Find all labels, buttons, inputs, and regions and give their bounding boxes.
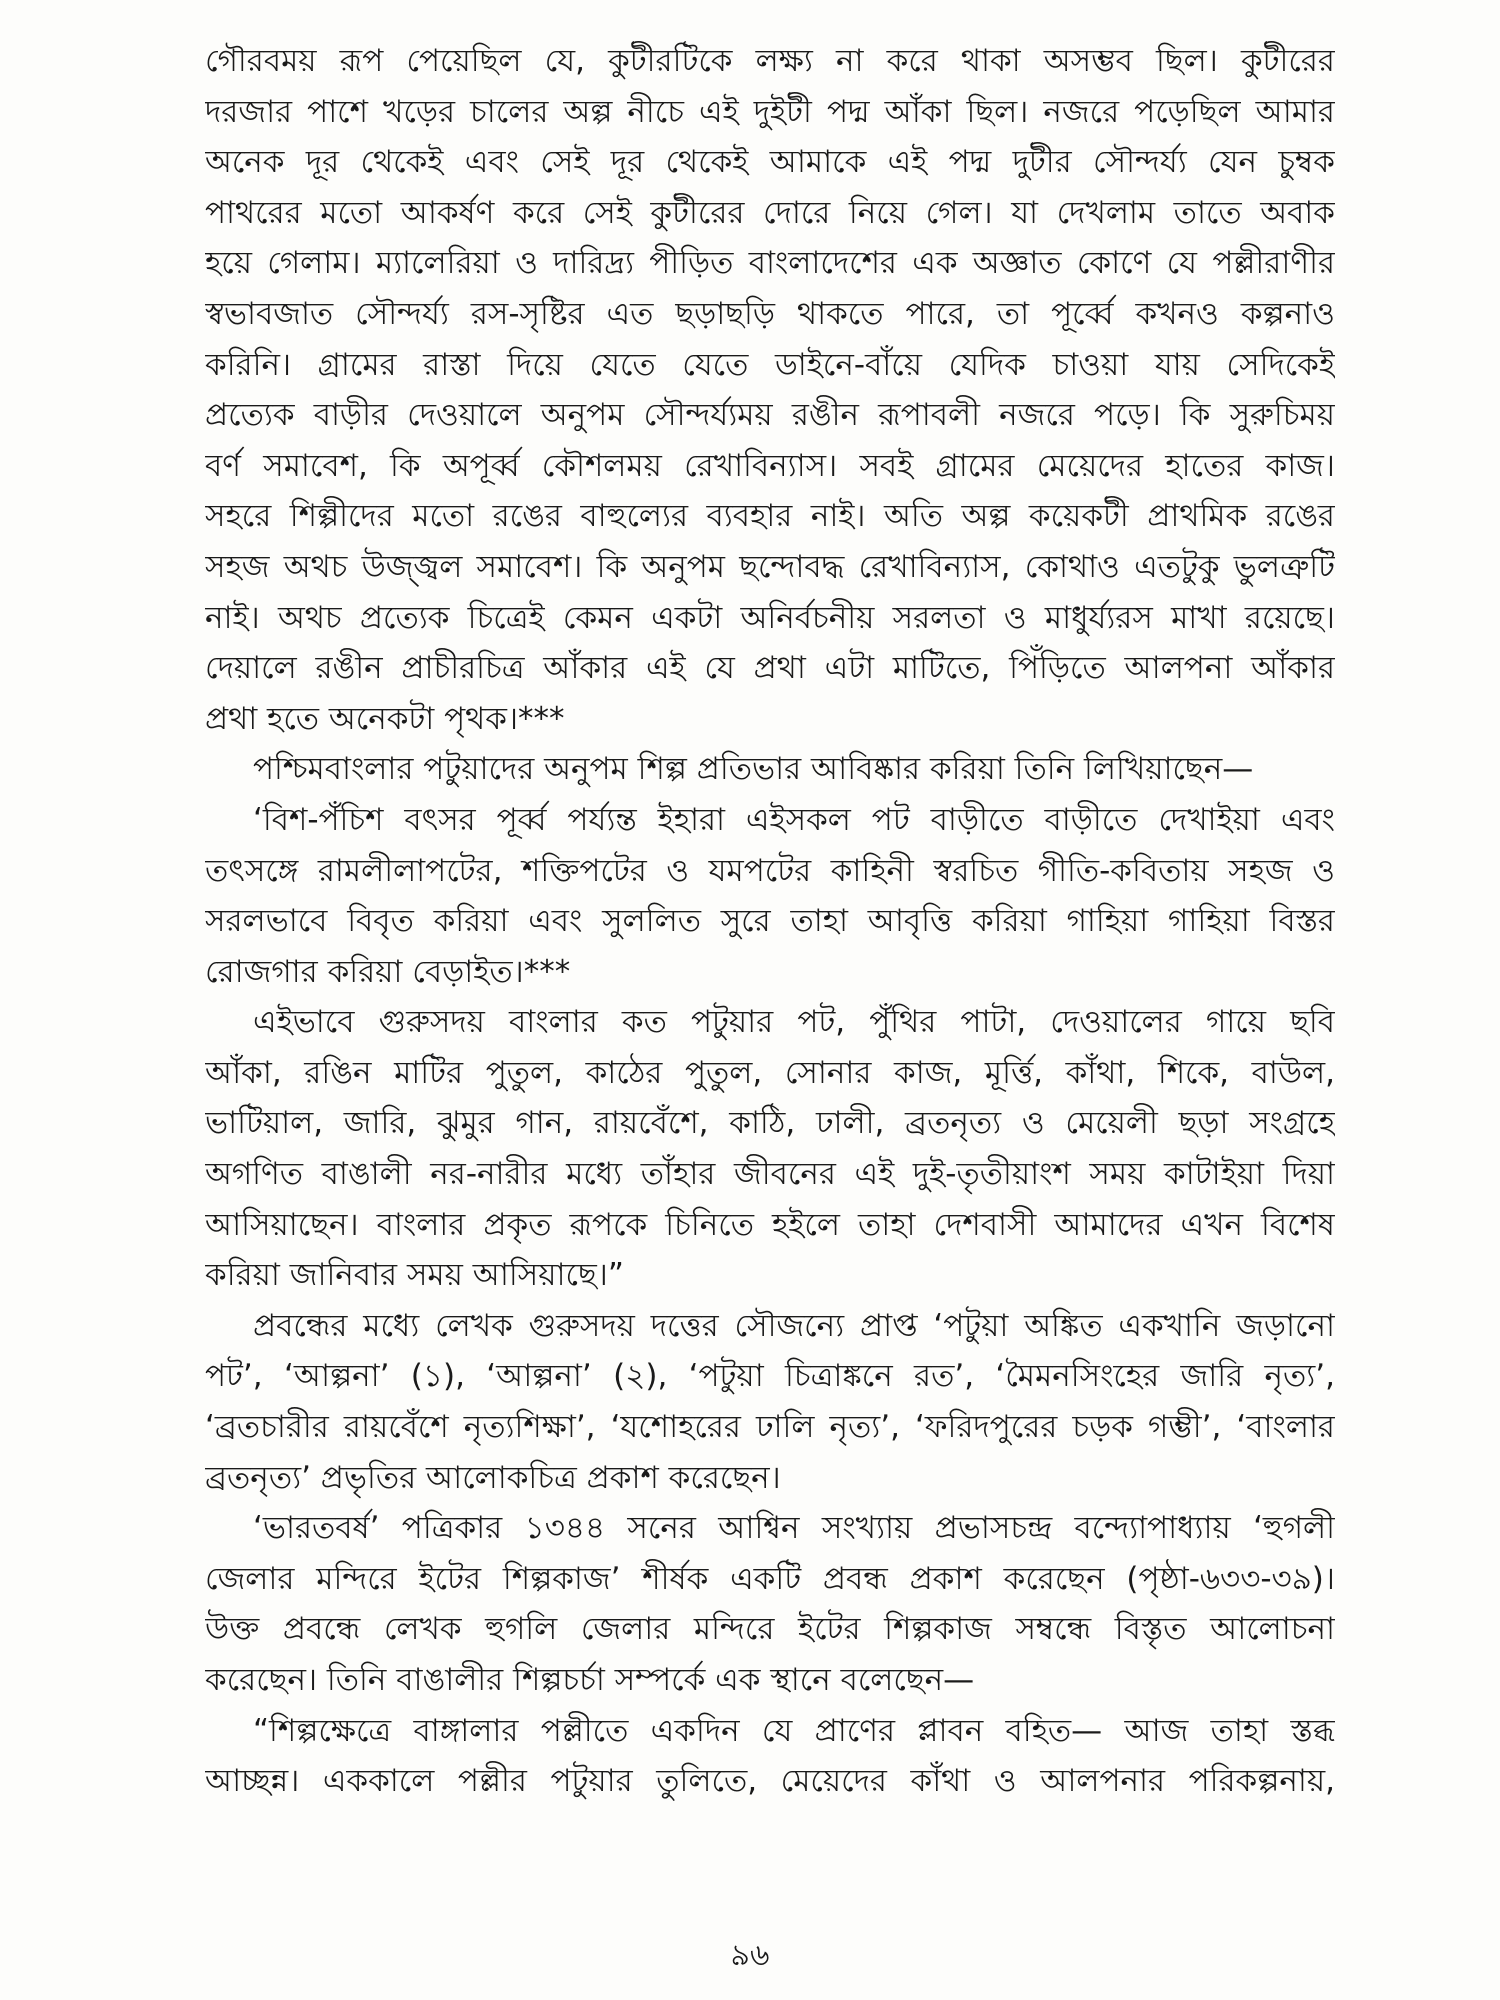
- text-line: স্বভাবজাত সৌন্দর্য্য রস-সৃষ্টির এত ছড়াছড়ি থাকতে পারে, তা পূর্ব্বে কখনও কল্পনাও: [205, 295, 1335, 332]
- paragraph: [205, 36, 1335, 744]
- text-line: ‘ভারতবর্ষ’ পত্রিকার ১৩৪৪ সনের আশ্বিন সংখ্যায় প্রভাসচন্দ্র বন্দ্যোপাধ্যায় ‘হুগলী: [253, 1510, 1335, 1547]
- text-line: দরজার পাশে খড়ের চালের অল্প নীচে এই দুইটী পদ্ম আঁকা ছিল। নজরে পড়েছিল আমার: [205, 93, 1335, 130]
- text-line: রোজগার করিয়া বেড়াইত।***: [205, 953, 571, 990]
- paragraph: [205, 1503, 1335, 1705]
- text-line: অনেক দূর থেকেই এবং সেই দূর থেকেই আমাকে এই পদ্ম দুটীর সৌন্দর্য্য যেন চুম্বক: [205, 144, 1335, 181]
- text-line: করিনি। গ্রামের রাস্তা দিয়ে যেতে যেতে ডাইনে-বাঁয়ে যেদিক চাওয়া যায় সেদিকেই: [205, 346, 1335, 383]
- text-line: আঁকা, রঙিন মাটির পুতুল, কাঠের পুতুল, সোনার কাজ, মূর্ত্তি, কাঁথা, শিকে, বাউল,: [205, 1054, 1335, 1091]
- paragraph: [205, 1301, 1335, 1503]
- text-line: নাই। অথচ প্রত্যেক চিত্রেই কেমন একটা অনির্বচনীয় সরলতা ও মাধুর্য্যরস মাখা রয়েছে।: [205, 599, 1335, 636]
- text-line: আসিয়াছেন। বাংলার প্রকৃত রূপকে চিনিতে হইলে তাহা দেশবাসী আমাদের এখন বিশেষ: [205, 1206, 1335, 1243]
- text-line: প্রত্যেক বাড়ীর দেওয়ালে অনুপম সৌন্দর্য্যময় রঙীন রূপাবলী নজরে পড়ে। কি সুরুচিময়: [205, 397, 1335, 434]
- text-line: পাথরের মতো আকর্ষণ করে সেই কুটীরের দোরে নিয়ে গেল। যা দেখলাম তাতে অবাক: [205, 194, 1335, 231]
- text-line: পট’, ‘আল্পনা’ (১), ‘আল্পনা’ (২), ‘পটুয়া চিত্রাঙ্কনে রত’, ‘মৈমনসিংহের জারি নৃত্য’,: [205, 1358, 1335, 1395]
- paragraph: [205, 1706, 1335, 1807]
- page-number: ৯৬: [730, 1938, 770, 1973]
- text-line: ‘ব্রতচারীর রায়বেঁশে নৃত্যশিক্ষা’, ‘যশোহরের ঢালি নৃত্য’, ‘ফরিদপুরের চড়ক গম্ভী’, ‘বাংলার: [205, 1409, 1335, 1446]
- text-line: জেলার মন্দিরে ইটের শিল্পকাজ’ শীর্ষক একটি প্রবন্ধ প্রকাশ করেছেন (পৃষ্ঠা-৬৩৩-৩৯)।: [205, 1560, 1335, 1597]
- text-line: এইভাবে গুরুসদয় বাংলার কত পটুয়ার পট, পুঁথির পাটা, দেওয়ালের গায়ে ছবি: [253, 1004, 1335, 1041]
- text-line: বর্ণ সমাবেশ, কি অপূর্ব্ব কৌশলময় রেখাবিন্যাস। সবই গ্রামের মেয়েদের হাতের কাজ।: [205, 447, 1335, 484]
- text-line: দেয়ালে রঙীন প্রাচীরচিত্র আঁকার এই যে প্রথা এটা মাটিতে, পিঁড়িতে আলপনা আঁকার: [205, 650, 1335, 687]
- text-line: সরলভাবে বিবৃত করিয়া এবং সুললিত সুরে তাহা আবৃত্তি করিয়া গাহিয়া গাহিয়া বিস্তর: [205, 903, 1335, 940]
- text-line: “শিল্পক্ষেত্রে বাঙ্গালার পল্লীতে একদিন যে প্রাণের প্লাবন বহিত— আজ তাহা স্তব্ধ: [253, 1712, 1335, 1749]
- text-line: করিয়া জানিবার সময় আসিয়াছে।”: [205, 1257, 624, 1294]
- text-line: আচ্ছন্ন। এককালে পল্লীর পটুয়ার তুলিতে, মেয়েদের কাঁথা ও আলপনার পরিকল্পনায়,: [205, 1763, 1335, 1800]
- text-line: তৎসঙ্গে রামলীলাপটের, শক্তিপটের ও যমপটের কাহিনী স্বরচিত গীতি-কবিতায় সহজ ও: [205, 852, 1335, 889]
- paragraph: [205, 744, 1335, 795]
- text-line: করেছেন। তিনি বাঙালীর শিল্পচর্চা সম্পর্কে এক স্থানে বলেছেন—: [205, 1662, 975, 1698]
- text-line: পশ্চিমবাংলার পটুয়াদের অনুপম শিল্প প্রতিভার আবিষ্কার করিয়া তিনি লিখিয়াছেন—: [253, 751, 1254, 788]
- text-line: সহজ অথচ উজ্জ্বল সমাবেশ। কি অনুপম ছন্দোবদ্ধ রেখাবিন্যাস, কোথাও এতটুকু ভুলত্রুটি: [205, 548, 1335, 585]
- text-line: প্রথা হতে অনেকটা পৃথক।***: [205, 700, 565, 737]
- paragraph: [205, 997, 1335, 1301]
- text-line: সহরে শিল্পীদের মতো রঙের বাহুল্যের ব্যবহার নাই। অতি অল্প কয়েকটী প্রাথমিক রঙের: [205, 498, 1335, 535]
- text-line: গৌরবময় রূপ পেয়েছিল যে, কুটীরটিকে লক্ষ্য না করে থাকা অসম্ভব ছিল। কুটীরের: [205, 43, 1335, 79]
- body-text: [205, 36, 1335, 1807]
- text-line: ‘বিশ-পঁচিশ বৎসর পূর্ব্ব পর্য্যন্ত ইহারা এইসকল পট বাড়ীতে বাড়ীতে দেখাইয়া এবং: [253, 801, 1335, 838]
- text-line: প্রবন্ধের মধ্যে লেখক গুরুসদয় দত্তের সৌজন্যে প্রাপ্ত ‘পটুয়া অঙ্কিত একখানি জড়ানো: [253, 1307, 1335, 1344]
- text-line: অগণিত বাঙালী নর-নারীর মধ্যে তাঁহার জীবনের এই দুই-তৃতীয়াংশ সময় কাটাইয়া দিয়া: [205, 1156, 1335, 1193]
- paragraph: [205, 795, 1335, 997]
- text-line: উক্ত প্রবন্ধে লেখক হুগলি জেলার মন্দিরে ইটের শিল্পকাজ সম্বন্ধে বিস্তৃত আলোচনা: [205, 1611, 1335, 1648]
- text-line: হয়ে গেলাম। ম্যালেরিয়া ও দারিদ্র্য পীড়িত বাংলাদেশের এক অজ্ঞাত কোণে যে পল্লীরাণীর: [205, 245, 1335, 282]
- text-line: ব্রতনৃত্য’ প্রভৃতির আলোকচিত্র প্রকাশ করেছেন।: [205, 1459, 781, 1496]
- text-line: ভাটিয়াল, জারি, ঝুমুর গান, রায়বেঁশে, কাঠি, ঢালী, ব্রতনৃত্য ও মেয়েলী ছড়া সংগ্রহে: [205, 1105, 1335, 1142]
